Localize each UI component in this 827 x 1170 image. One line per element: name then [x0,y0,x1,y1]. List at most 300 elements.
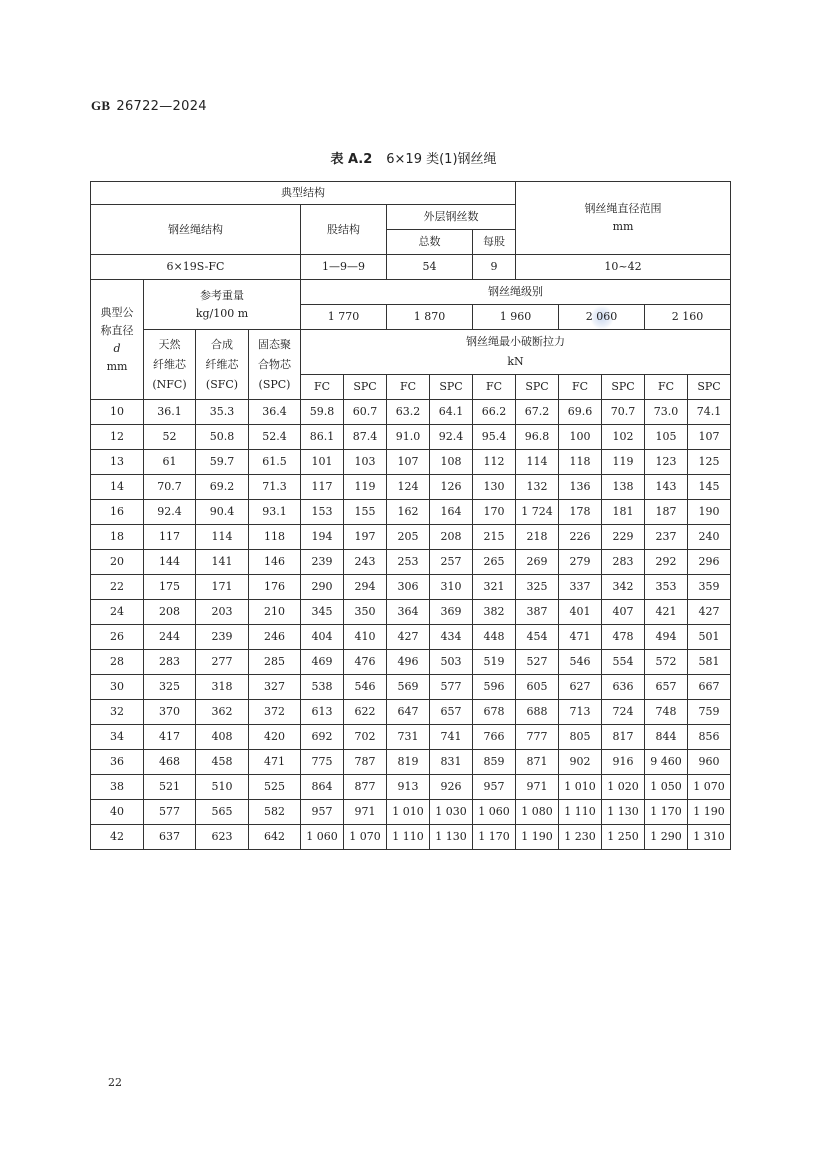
breaking-force-cell: 59.8 [301,400,344,425]
table-caption [0,148,827,167]
breaking-force-cell: 290 [301,575,344,600]
core-type-cell: FC [301,375,344,400]
breaking-force-cell: 605 [516,675,559,700]
diameter-cell: 16 [91,500,144,525]
weight-cell: 71.3 [249,475,301,500]
breaking-force-cell: 546 [344,675,387,700]
weight-cell: 525 [249,775,301,800]
weight-cell: 203 [196,600,249,625]
breaking-force-cell: 410 [344,625,387,650]
breaking-force-cell: 178 [559,500,602,525]
breaking-force-cell: 926 [430,775,473,800]
weight-cell: 93.1 [249,500,301,525]
weight-cell: 408 [196,725,249,750]
breaking-force-cell: 143 [645,475,688,500]
breaking-force-cell: 101 [301,450,344,475]
breaking-force-cell: 1 310 [688,825,731,850]
breaking-force-cell: 572 [645,650,688,675]
breaking-force-cell: 73.0 [645,400,688,425]
nominal-diameter-unit: mm [106,359,128,373]
diameter-cell: 28 [91,650,144,675]
weight-cell: 114 [196,525,249,550]
breaking-force-cell: 496 [387,650,430,675]
breaking-force-cell: 759 [688,700,731,725]
strand-structure-value: 1—9—9 [301,255,387,280]
nominal-diameter-line-2: 称直径 [100,323,134,337]
diameter-cell: 10 [91,400,144,425]
breaking-force-cell: 1 020 [602,775,645,800]
breaking-force-cell: 190 [688,500,731,525]
breaking-force-cell: 105 [645,425,688,450]
diameter-cell: 13 [91,450,144,475]
breaking-force-cell: 145 [688,475,731,500]
breaking-force-cell: 971 [516,775,559,800]
weight-cell: 117 [144,525,196,550]
breaking-force-cell: 916 [602,750,645,775]
standard-prefix: GB [91,98,111,113]
outer-wires-header: 外层钢丝数 [387,205,516,230]
breaking-force-cell: 831 [430,750,473,775]
core-type-cell: SPC [516,375,559,400]
standard-code: 26722—2024 [116,99,207,114]
breaking-force-cell: 427 [688,600,731,625]
breaking-force-cell: 170 [473,500,516,525]
breaking-force-cell: 678 [473,700,516,725]
breaking-force-cell: 87.4 [344,425,387,450]
breaking-force-cell: 86.1 [301,425,344,450]
breaking-force-cell: 74.1 [688,400,731,425]
diameter-cell: 32 [91,700,144,725]
breaking-force-cell: 9 460 [645,750,688,775]
weight-cell: 92.4 [144,500,196,525]
weight-cell: 50.8 [196,425,249,450]
breaking-force-cell: 226 [559,525,602,550]
breaking-force-cell: 114 [516,450,559,475]
breaking-force-cell: 401 [559,600,602,625]
breaking-force-cell: 960 [688,750,731,775]
table-row [91,400,731,425]
weight-cell: 582 [249,800,301,825]
breaking-force-cell: 1 070 [344,825,387,850]
breaking-force-cell: 434 [430,625,473,650]
weight-cell: 417 [144,725,196,750]
weight-cell: 144 [144,550,196,575]
core-type-cell: FC [645,375,688,400]
diameter-cell: 26 [91,625,144,650]
ref-weight-unit: kg/100 m [195,306,249,320]
table-row [91,775,731,800]
breaking-force-cell: 155 [344,500,387,525]
breaking-force-cell: 864 [301,775,344,800]
diameter-cell: 12 [91,425,144,450]
weight-cell: 141 [196,550,249,575]
breaking-force-cell: 877 [344,775,387,800]
weight-cell: 458 [196,750,249,775]
breaking-force-cell: 1 230 [559,825,602,850]
breaking-force-cell: 859 [473,750,516,775]
weight-cell: 623 [196,825,249,850]
breaking-force-cell: 636 [602,675,645,700]
breaking-force-cell: 957 [473,775,516,800]
breaking-force-cell: 118 [559,450,602,475]
breaking-force-cell: 283 [602,550,645,575]
breaking-force-cell: 387 [516,600,559,625]
breaking-force-cell: 325 [516,575,559,600]
breaking-force-cell: 125 [688,450,731,475]
breaking-force-cell: 164 [430,500,473,525]
outer-wires-per-strand-value: 9 [473,255,516,280]
breaking-force-cell: 229 [602,525,645,550]
breaking-force-cell: 107 [688,425,731,450]
breaking-force-cell: 1 170 [645,800,688,825]
breaking-force-cell: 913 [387,775,430,800]
table-row [91,725,731,750]
breaking-force-cell: 1 724 [516,500,559,525]
breaking-force-cell: 554 [602,650,645,675]
strand-structure-header: 股结构 [301,205,387,255]
breaking-force-cell: 321 [473,575,516,600]
breaking-force-cell: 70.7 [602,400,645,425]
typical-structure-header: 典型结构 [91,182,516,205]
breaking-force-cell: 364 [387,600,430,625]
weight-cell: 283 [144,650,196,675]
breaking-force-cell: 692 [301,725,344,750]
weight-cell: 285 [249,650,301,675]
breaking-force-cell: 1 250 [602,825,645,850]
weight-cell: 171 [196,575,249,600]
outer-wires-total-value: 54 [387,255,473,280]
breaking-force-cell: 117 [301,475,344,500]
rope-structure-header: 钢丝绳结构 [91,205,301,255]
ref-weight-label: 参考重量 [200,288,244,302]
wire-rope-table [90,181,731,850]
breaking-force-cell: 775 [301,750,344,775]
breaking-force-cell: 67.2 [516,400,559,425]
table-body [91,400,731,850]
core-spc-line-1: 固态聚 [258,337,291,351]
breaking-force-cell: 787 [344,750,387,775]
diameter-range-label: 钢丝绳直径范围 [584,202,662,215]
diameter-cell: 40 [91,800,144,825]
breaking-force-cell: 713 [559,700,602,725]
core-spc-line-2: 合物芯 [258,357,291,371]
breaking-force-cell: 126 [430,475,473,500]
breaking-force-cell: 240 [688,525,731,550]
breaking-force-cell: 971 [344,800,387,825]
weight-cell: 146 [249,550,301,575]
breaking-force-cell: 63.2 [387,400,430,425]
weight-cell: 246 [249,625,301,650]
breaking-force-cell: 1 190 [516,825,559,850]
weight-cell: 565 [196,800,249,825]
breaking-force-cell: 153 [301,500,344,525]
weight-cell: 35.3 [196,400,249,425]
breaking-force-cell: 107 [387,450,430,475]
core-type-cell: SPC [344,375,387,400]
grade-cell: 1 960 [473,305,559,330]
breaking-force-cell: 519 [473,650,516,675]
breaking-force-cell: 902 [559,750,602,775]
diameter-cell: 24 [91,600,144,625]
breaking-force-cell: 60.7 [344,400,387,425]
breaking-force-cell: 538 [301,675,344,700]
table-row [91,500,731,525]
diameter-cell: 42 [91,825,144,850]
breaking-force-cell: 1 170 [473,825,516,850]
table-row [91,675,731,700]
breaking-force-cell: 187 [645,500,688,525]
table-row [91,825,731,850]
core-nfc-line-1: 天然 [158,337,181,351]
diameter-cell: 22 [91,575,144,600]
diameter-cell: 30 [91,675,144,700]
core-type-cell: FC [387,375,430,400]
breaking-force-cell: 819 [387,750,430,775]
table-row [91,575,731,600]
breaking-force-cell: 856 [688,725,731,750]
table-title: 6×19 类(1)钢丝绳 [386,152,497,167]
table-row [91,800,731,825]
weight-cell: 118 [249,525,301,550]
weight-cell: 510 [196,775,249,800]
weight-cell: 36.1 [144,400,196,425]
table-row [91,475,731,500]
breaking-force-cell: 454 [516,625,559,650]
breaking-force-cell: 108 [430,450,473,475]
breaking-force-cell: 581 [688,650,731,675]
breaking-force-cell: 501 [688,625,731,650]
breaking-force-cell: 748 [645,700,688,725]
breaking-force-cell: 647 [387,700,430,725]
breaking-force-cell: 181 [602,500,645,525]
weight-cell: 637 [144,825,196,850]
nominal-diameter-symbol: d [113,341,121,355]
breaking-force-cell: 1 190 [688,800,731,825]
breaking-force-cell: 731 [387,725,430,750]
weight-cell: 521 [144,775,196,800]
breaking-force-cell: 688 [516,700,559,725]
breaking-force-cell: 478 [602,625,645,650]
breaking-force-cell: 103 [344,450,387,475]
breaking-force-cell: 596 [473,675,516,700]
breaking-force-cell: 310 [430,575,473,600]
grade-cell: 2 160 [645,305,731,330]
table-label: 表 A.2 [330,152,373,167]
core-type-cell: SPC [430,375,473,400]
breaking-force-cell: 471 [559,625,602,650]
breaking-force-cell: 741 [430,725,473,750]
diameter-range-header [516,182,731,255]
weight-cell: 210 [249,600,301,625]
weight-cell: 36.4 [249,400,301,425]
breaking-force-cell: 306 [387,575,430,600]
breaking-force-cell: 132 [516,475,559,500]
weight-cell: 175 [144,575,196,600]
breaking-force-cell: 162 [387,500,430,525]
breaking-force-cell: 296 [688,550,731,575]
breaking-force-cell: 69.6 [559,400,602,425]
table-row [91,700,731,725]
rope-structure-value: 6×19S-FC [91,255,301,280]
breaking-force-cell: 1 080 [516,800,559,825]
breaking-force-cell: 1 110 [559,800,602,825]
table-row [91,750,731,775]
weight-cell: 244 [144,625,196,650]
breaking-force-cell: 569 [387,675,430,700]
breaking-force-cell: 844 [645,725,688,750]
weight-cell: 239 [196,625,249,650]
breaking-force-cell: 239 [301,550,344,575]
breaking-force-cell: 1 030 [430,800,473,825]
diameter-cell: 20 [91,550,144,575]
min-breaking-force-header [301,330,731,375]
breaking-force-cell: 657 [645,675,688,700]
core-spc-header [249,330,301,400]
breaking-force-cell: 243 [344,550,387,575]
diameter-range-value: 10~42 [516,255,731,280]
breaking-force-cell: 404 [301,625,344,650]
weight-cell: 70.7 [144,475,196,500]
grade-header: 钢丝绳级别 [301,280,731,305]
breaking-force-cell: 130 [473,475,516,500]
core-type-cell: FC [559,375,602,400]
breaking-force-cell: 1 130 [430,825,473,850]
grade-cell: 1 770 [301,305,387,330]
breaking-force-cell: 871 [516,750,559,775]
breaking-force-cell: 805 [559,725,602,750]
breaking-force-cell: 702 [344,725,387,750]
breaking-force-cell: 382 [473,600,516,625]
diameter-range-unit: mm [612,220,634,233]
breaking-force-cell: 100 [559,425,602,450]
breaking-force-cell: 546 [559,650,602,675]
breaking-force-cell: 1 060 [301,825,344,850]
breaking-force-cell: 1 110 [387,825,430,850]
diameter-cell: 38 [91,775,144,800]
breaking-force-cell: 66.2 [473,400,516,425]
weight-cell: 372 [249,700,301,725]
weight-cell: 420 [249,725,301,750]
table-row [91,650,731,675]
breaking-force-cell: 1 060 [473,800,516,825]
breaking-force-cell: 469 [301,650,344,675]
breaking-force-cell: 359 [688,575,731,600]
breaking-force-cell: 369 [430,600,473,625]
breaking-force-cell: 102 [602,425,645,450]
breaking-force-cell: 92.4 [430,425,473,450]
core-sfc-line-2: 纤维芯 [205,357,239,371]
weight-cell: 642 [249,825,301,850]
standard-header [91,98,207,114]
breaking-force-cell: 476 [344,650,387,675]
breaking-force-cell: 294 [344,575,387,600]
grade-cell: 1 870 [387,305,473,330]
weight-cell: 277 [196,650,249,675]
breaking-force-cell: 350 [344,600,387,625]
breaking-force-cell: 257 [430,550,473,575]
core-sfc-line-1: 合成 [211,337,233,351]
weight-cell: 208 [144,600,196,625]
weight-cell: 468 [144,750,196,775]
breaking-force-cell: 724 [602,700,645,725]
breaking-force-cell: 503 [430,650,473,675]
weight-cell: 61.5 [249,450,301,475]
breaking-force-cell: 527 [516,650,559,675]
weight-cell: 577 [144,800,196,825]
diameter-cell: 14 [91,475,144,500]
nominal-diameter-header [91,280,144,400]
breaking-force-cell: 421 [645,600,688,625]
breaking-force-cell: 448 [473,625,516,650]
table-row [91,425,731,450]
breaking-force-cell: 1 070 [688,775,731,800]
weight-cell: 90.4 [196,500,249,525]
table-row [91,525,731,550]
outer-wires-total-header: 总数 [387,230,473,255]
weight-cell: 471 [249,750,301,775]
nominal-diameter-line-1: 典型公 [100,305,134,319]
breaking-force-cell: 136 [559,475,602,500]
core-sfc-header [196,330,249,400]
weight-cell: 59.7 [196,450,249,475]
min-breaking-force-label: 钢丝绳最小破断拉力 [466,335,566,348]
breaking-force-cell: 777 [516,725,559,750]
breaking-force-cell: 112 [473,450,516,475]
core-nfc-line-2: 纤维芯 [153,357,186,371]
breaking-force-cell: 215 [473,525,516,550]
breaking-force-cell: 407 [602,600,645,625]
diameter-cell: 34 [91,725,144,750]
weight-cell: 318 [196,675,249,700]
min-breaking-force-unit: kN [507,355,524,368]
breaking-force-cell: 345 [301,600,344,625]
diameter-cell: 36 [91,750,144,775]
breaking-force-cell: 119 [344,475,387,500]
table-row [91,450,731,475]
breaking-force-cell: 957 [301,800,344,825]
breaking-force-cell: 292 [645,550,688,575]
breaking-force-cell: 205 [387,525,430,550]
breaking-force-cell: 265 [473,550,516,575]
breaking-force-cell: 1 010 [559,775,602,800]
breaking-force-cell: 613 [301,700,344,725]
breaking-force-cell: 194 [301,525,344,550]
breaking-force-cell: 622 [344,700,387,725]
core-nfc-header [144,330,196,400]
weight-cell: 69.2 [196,475,249,500]
breaking-force-cell: 237 [645,525,688,550]
weight-cell: 327 [249,675,301,700]
table-row [91,600,731,625]
weight-cell: 325 [144,675,196,700]
breaking-force-cell: 279 [559,550,602,575]
weight-cell: 52.4 [249,425,301,450]
page-number: 22 [108,1076,122,1089]
breaking-force-cell: 1 010 [387,800,430,825]
core-type-cell: SPC [688,375,731,400]
weight-cell: 370 [144,700,196,725]
grade-cell: 2 060 [559,305,645,330]
breaking-force-cell: 817 [602,725,645,750]
breaking-force-cell: 337 [559,575,602,600]
breaking-force-cell: 96.8 [516,425,559,450]
breaking-force-cell: 577 [430,675,473,700]
breaking-force-cell: 138 [602,475,645,500]
breaking-force-cell: 123 [645,450,688,475]
weight-cell: 176 [249,575,301,600]
breaking-force-cell: 208 [430,525,473,550]
breaking-force-cell: 494 [645,625,688,650]
